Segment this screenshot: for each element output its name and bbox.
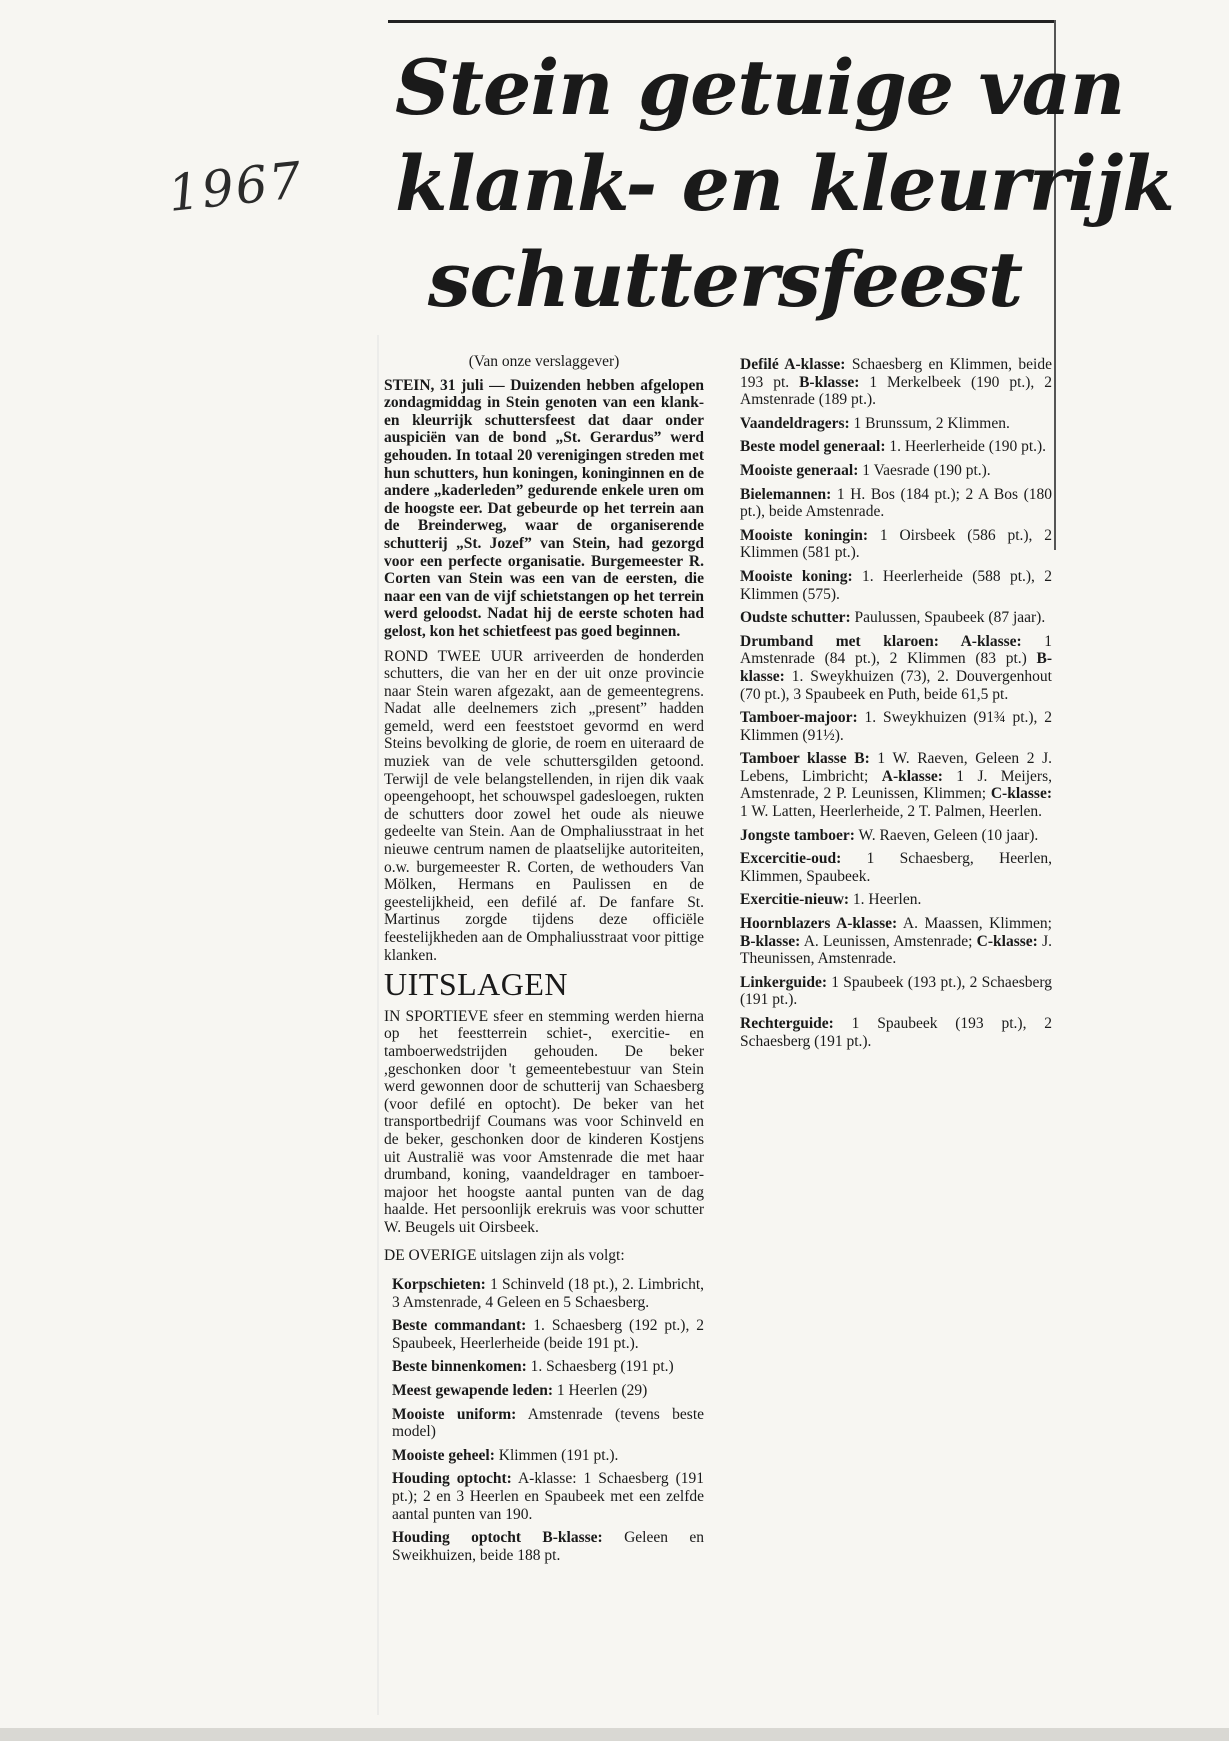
result-item: Bielemannen: 1 H. Bos (184 pt.); 2 A Bos (180 pt.), beide Amstenrade. (740, 485, 1052, 521)
article-column-right (740, 356, 1052, 1056)
top-rule (388, 20, 1054, 23)
result-item: Mooiste koningin: 1 Oirsbeek (586 pt.), 2 Klimmen (581 pt.). (740, 526, 1053, 562)
results-list-left (384, 1276, 704, 1564)
article-paragraph-2: ROND TWEE UUR arriveerden de honderden schutters, die van her en der uit onze provincie naar Stein waren afgezakt, aan de gemeentegrens. Nadat alle deelnemers zich „present” hadden gemeld, werd een feeststoet gevormd en werd Steins bevolking de glorie, de roem en uiteraard de muziek van de vele schuttersgilden getoond. Terwijl de vele belangstellenden, in rijen dik vaak opeengehoopt, het schouwspel gadesloegen, rukten de schutters door zowel het oude als nieuwe gedeelte van Stein. Aan de Omphaliusstraat in het nieuwe centrum namen de plaatselijke autoriteiten, o.w. burgemeester R. Corten, de wethouders Van Mölken, Hermans en Paulissen en de geestelijkheid, een defilé af. De fanfare St. Martinus zorgde tijdens deze officiële feestelijkheden aan de Omphaliusstraat voor pittige klanken. (384, 647, 704, 964)
handwritten-year: 1967 (165, 151, 306, 223)
result-item: Beste model generaal: 1. Heerlerheide (190 pt.). (740, 438, 1047, 456)
result-item: Mooiste koning: 1. Heerlerheide (588 pt.), 2 Klimmen (575). (740, 567, 1052, 603)
result-item: Linkerguide: 1 Spaubeek (193 pt.), 2 Schaesberg (191 pt.). (740, 973, 1052, 1009)
result-item: Houding optocht: A-klasse: 1 Schaesberg (191 pt.); 2 en 3 Heerlen en Spaubeek met een zelfde aantal punten van 190. (392, 1470, 704, 1523)
result-item: Vaandeldragers: 1 Brunssum, 2 Klimmen. (740, 414, 1010, 432)
subheading-uitslagen: UITSLAGEN (384, 966, 569, 1003)
article-lead: STEIN, 31 juli — Duizenden hebben afgelopen zondagmiddag in Stein genoten van een klank- en kleurrijk schuttersfeest dat daar onder auspiciën van de bond „St. Gerardus” werd gehouden. In totaal 20 verenigingen streden met hun schutters, hun koningen, koninginnen en de andere „kaderleden” gedurende enkele uren om de hoogste eer. Dat gebeurde op het terrein aan de Breinderweg, waar de organiserende schutterij „St. Jozef” van Stein, had gezorgd voor een perfecte organisatie. Burgemeester R. Corten van Stein was een van de eersten, die naar een van de vijf schietstangen op het terrein werd geloodst. Nadat hij de eerste schoten had gelost, kon het schietfeest pas goed beginnen. (384, 376, 704, 640)
result-item: Tamboer-majoor: 1. Sweykhuizen (91¾ pt.), 2 Klimmen (91½). (740, 709, 1052, 744)
result-item: Mooiste uniform: Amstenrade (tevens beste model) (392, 1405, 704, 1441)
result-item: Defilé A-klasse: Schaesberg en Klimmen, beide 193 pt. B-klasse: 1 Merkelbeek (190 pt.), 2 Amstenrade (189 pt.). (740, 356, 1052, 409)
headline-line-3: schuttersfeest (427, 235, 1023, 324)
headline (395, 40, 1174, 328)
article-column-left (384, 353, 704, 1570)
result-item: Houding optocht B-klasse: Geleen en Sweikhuizen, beide 188 pt. (392, 1529, 704, 1564)
result-item: Mooiste geheel: Klimmen (191 pt.). (392, 1446, 619, 1464)
result-item: Drumband met klaroen: A-klasse: 1 Amstenrade (84 pt.), 2 Klimmen (83 pt.) B-klasse: 1. Sweykhuizen (73), 2. Douvergenhout (70 pt.), 3 Spaubeek en Puth, beide 61,5 pt. (740, 632, 1053, 703)
result-item: Beste commandant: 1. Schaesberg (192 pt.), 2 Spaubeek, Heerlerheide (beide 191 pt.). (392, 1317, 704, 1352)
result-item: Rechterguide: 1 Spaubeek (193 pt.), 2 Schaesberg (191 pt.). (740, 1015, 1052, 1050)
result-item: Hoornblazers A-klasse: A. Maassen, Klimmen; B-klasse: A. Leunissen, Amstenrade; C-klasse: J. Theunissen, Amstenrade. (740, 915, 1052, 968)
headline-line-2: klank- en kleurrijk (395, 139, 1174, 228)
result-item: Jongste tamboer: W. Raeven, Geleen (10 jaar). (740, 826, 1039, 844)
article-paragraph-3: IN SPORTIEVE sfeer en stemming werden hierna op het feestterrein schiet-, exercitie- en tamboerwedstrijden gehouden. De beker ,geschonken door 't gemeentebestuur van Stein werd gewonnen door de schutterij van Schaesberg (voor defilé en optocht). De beker van het transportbedrijf Coumans was voor Schinveld en de beker, geschonken door de kinderen Kostjens uit Australië was voor Amstenrade die met haar drumband, koning, vaandeldrager en tamboer-majoor het hoogste aantal punten van de dag haalde. Het persoonlijk erekruis was voor schutter W. Beugels uit Oirsbeek. (384, 1007, 704, 1236)
result-item: Beste binnenkomen: 1. Schaesberg (191 pt.) (392, 1358, 674, 1376)
result-item: Exercitie-nieuw: 1. Heerlen. (740, 891, 922, 909)
result-item: Korpschieten: 1 Schinveld (18 pt.), 2. Limbricht, 3 Amstenrade, 4 Geleen en 5 Schaesberg. (392, 1276, 704, 1311)
clipping-edge (377, 335, 379, 1715)
result-item: Tamboer klasse B: 1 W. Raeven, Geleen 2 J. Lebens, Limbricht; A-klasse: 1 J. Meijers, Amstenrade, 2 P. Leunissen, Klimmen; C-klasse: 1 W. Latten, Heerlerheide, 2 T. Palmen, Heerlen. (740, 750, 1052, 821)
result-item: Excercitie-oud: 1 Schaesberg, Heerlen, Klimmen, Spaubeek. (740, 850, 1052, 885)
article-paragraph-4: DE OVERIGE uitslagen zijn als volgt: (384, 1246, 625, 1264)
scan-bottom-edge (0, 1728, 1229, 1741)
result-item: Mooiste generaal: 1 Vaesrade (190 pt.). (740, 461, 991, 479)
result-item: Oudste schutter: Paulussen, Spaubeek (87 jaar). (740, 609, 1046, 627)
headline-line-1: Stein getuige van (395, 43, 1125, 132)
byline: (Van onze verslaggever) (468, 353, 620, 370)
result-item: Meest gewapende leden: 1 Heerlen (29) (392, 1382, 648, 1400)
